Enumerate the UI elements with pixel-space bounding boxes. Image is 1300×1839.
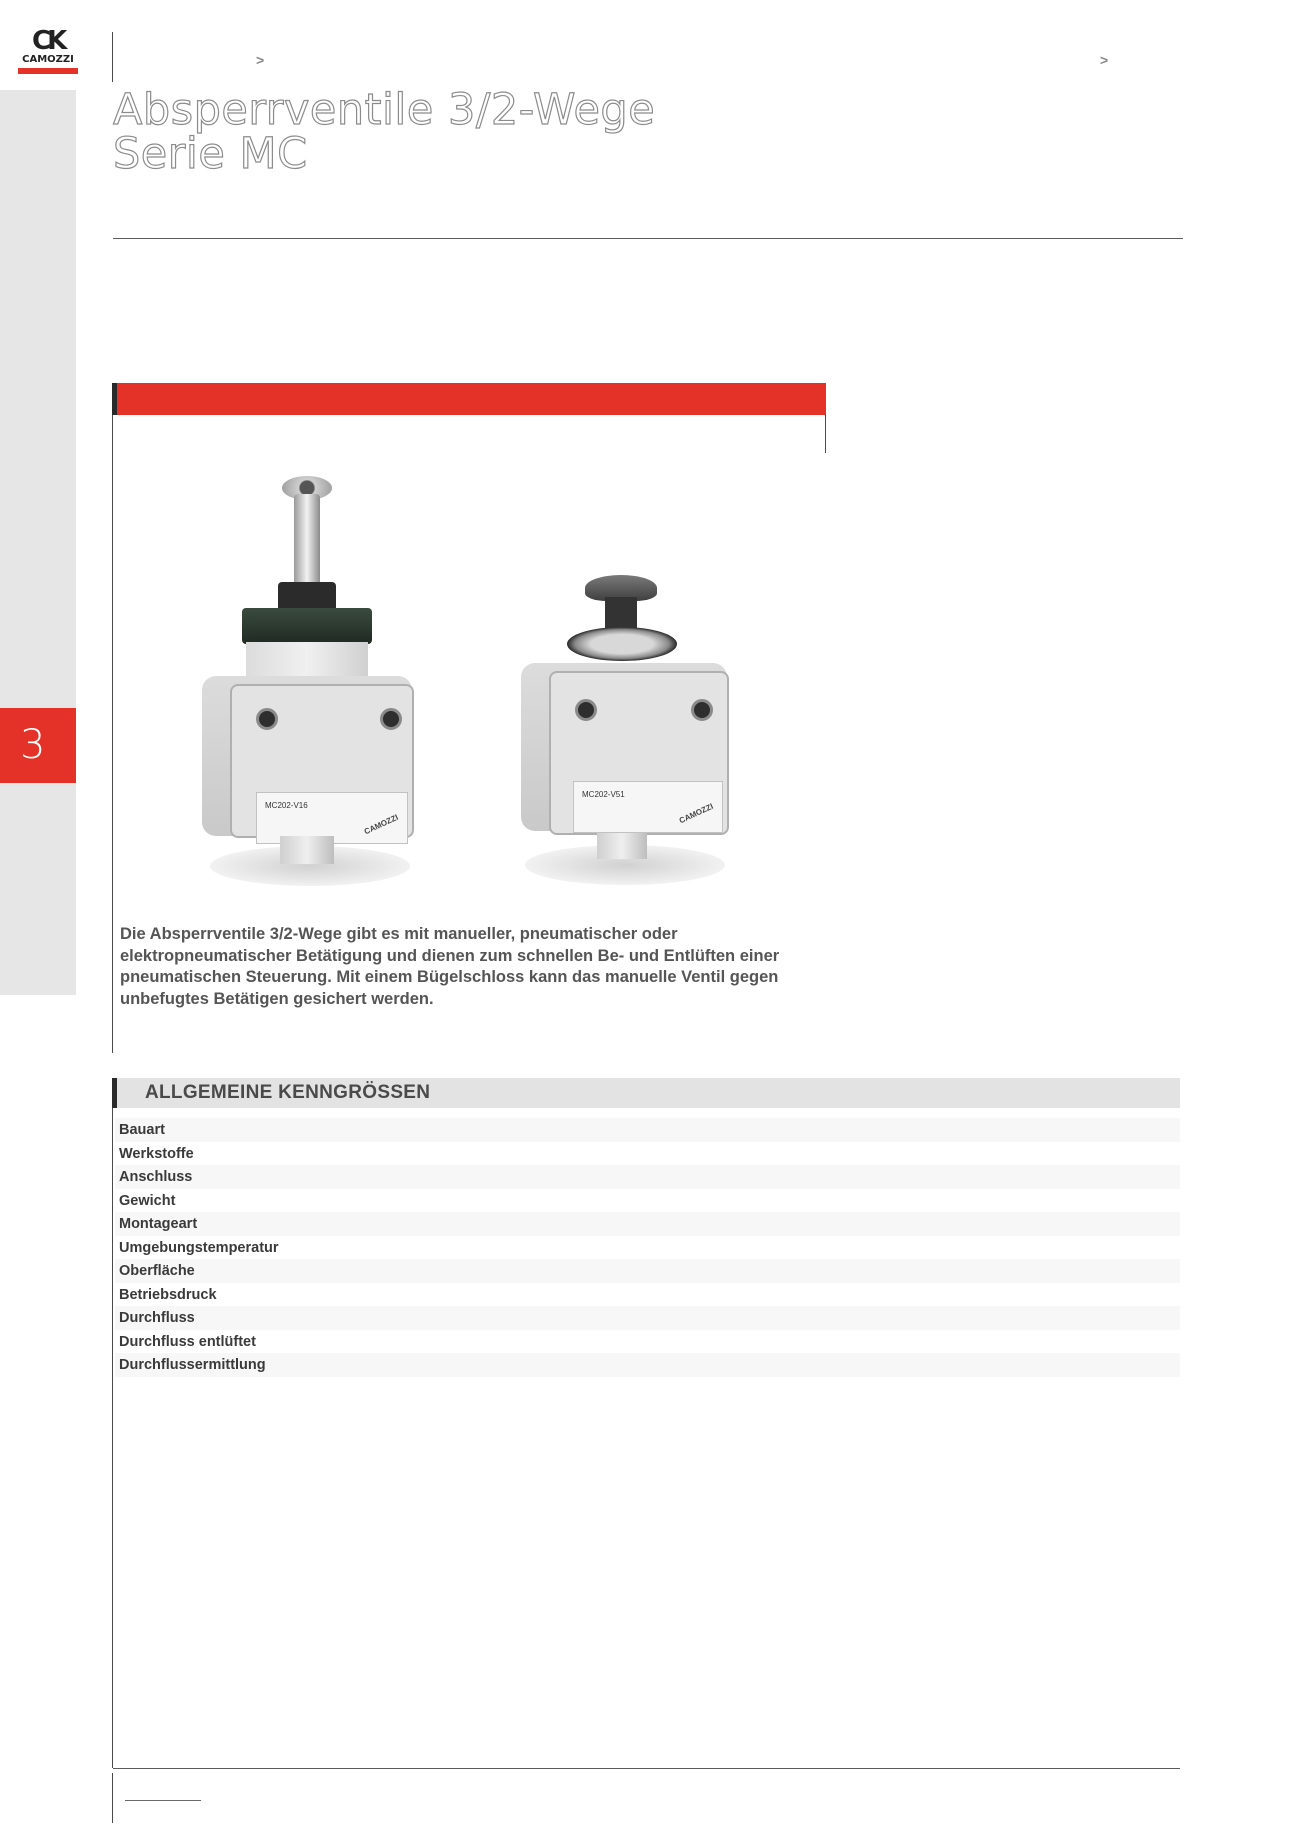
footer-divider bbox=[113, 1768, 1180, 1769]
table-row bbox=[115, 1142, 1180, 1166]
breadcrumb-separator-2: > bbox=[1100, 52, 1109, 68]
row-label: Montageart bbox=[119, 1216, 198, 1232]
screw-hole-left-icon bbox=[256, 708, 278, 730]
section-red-band bbox=[112, 383, 826, 415]
table-row bbox=[115, 1212, 1180, 1236]
table-row bbox=[115, 1165, 1180, 1189]
page-title-line1: Absperrventile 3/2-Wege bbox=[113, 85, 656, 135]
row-label: Umgebungstemperatur bbox=[119, 1239, 279, 1256]
solenoid-stem-icon bbox=[294, 494, 320, 586]
footer-vertical-rule bbox=[112, 1773, 113, 1823]
product-image-mc202-v51 bbox=[515, 575, 735, 895]
breadcrumb-separator-1: > bbox=[256, 52, 265, 68]
product-label-brand: CAMOZZI bbox=[677, 801, 715, 826]
lock-nut-icon bbox=[567, 627, 677, 661]
screw-hole-right-icon bbox=[691, 699, 713, 721]
camozzi-logo bbox=[18, 28, 78, 76]
row-label: Werkstoffe bbox=[119, 1145, 194, 1162]
table-row bbox=[115, 1259, 1180, 1283]
row-label: Gewicht bbox=[119, 1192, 176, 1209]
table-row bbox=[115, 1189, 1180, 1213]
row-label: Durchflussermittlung bbox=[119, 1357, 266, 1373]
table-row bbox=[115, 1306, 1180, 1330]
product-label bbox=[573, 781, 723, 833]
exhaust-fitting-icon bbox=[280, 836, 334, 864]
logo-red-bar bbox=[18, 68, 78, 74]
row-label: Durchfluss entlüftet bbox=[119, 1333, 256, 1350]
table-row bbox=[115, 1283, 1180, 1307]
chapter-tab[interactable]: 3 bbox=[0, 708, 76, 783]
title-divider bbox=[113, 238, 1183, 239]
row-label: Oberfläche bbox=[119, 1263, 195, 1279]
row-label: Betriebsdruck bbox=[119, 1286, 217, 1303]
side-band bbox=[0, 90, 76, 995]
page-number-rule bbox=[125, 1800, 201, 1801]
exhaust-fitting-icon bbox=[597, 833, 647, 859]
general-characteristics-title: ALLGEMEINE KENNGRÖSSEN bbox=[145, 1082, 431, 1103]
table-row bbox=[115, 1118, 1180, 1142]
page-title bbox=[113, 85, 1013, 179]
screw-hole-left-icon bbox=[575, 699, 597, 721]
coil-base-icon bbox=[242, 608, 372, 644]
product-code: MC202-V16 bbox=[265, 801, 308, 810]
logo-wordmark: CAMOZZI bbox=[22, 54, 74, 65]
table-row bbox=[115, 1330, 1180, 1354]
table-vertical-rule bbox=[112, 1078, 113, 1768]
product-description: Die Absperrventile 3/2-Wege gibt es mit manueller, pneumatischer oder elektropneumatischer Betätigung und dienen zum schnellen Be- und Entlüften einer pneumatischen Steuerung. Mit einem Bügelschloss kann das manuelle Ventil gegen unbefugtes Betätigen gesichert werden. bbox=[120, 925, 780, 1008]
product-label-brand: CAMOZZI bbox=[362, 812, 400, 837]
general-characteristics-table bbox=[115, 1118, 1180, 1377]
push-button-stem-icon bbox=[605, 597, 637, 631]
product-code: MC202-V51 bbox=[582, 790, 625, 799]
logo-mark-icon: CK bbox=[32, 26, 64, 56]
header-vertical-rule bbox=[112, 32, 113, 82]
general-characteristics-header bbox=[112, 1078, 1180, 1108]
content-vertical-rule bbox=[112, 383, 113, 1053]
row-label: Anschluss bbox=[119, 1169, 193, 1185]
screw-hole-right-icon bbox=[380, 708, 402, 730]
page-title-line2: Serie MC bbox=[113, 129, 308, 179]
table-row bbox=[115, 1353, 1180, 1377]
row-label: Bauart bbox=[119, 1122, 165, 1138]
table-row bbox=[115, 1236, 1180, 1260]
product-image-mc202-v16 bbox=[200, 476, 420, 896]
row-label: Durchfluss bbox=[119, 1310, 195, 1326]
